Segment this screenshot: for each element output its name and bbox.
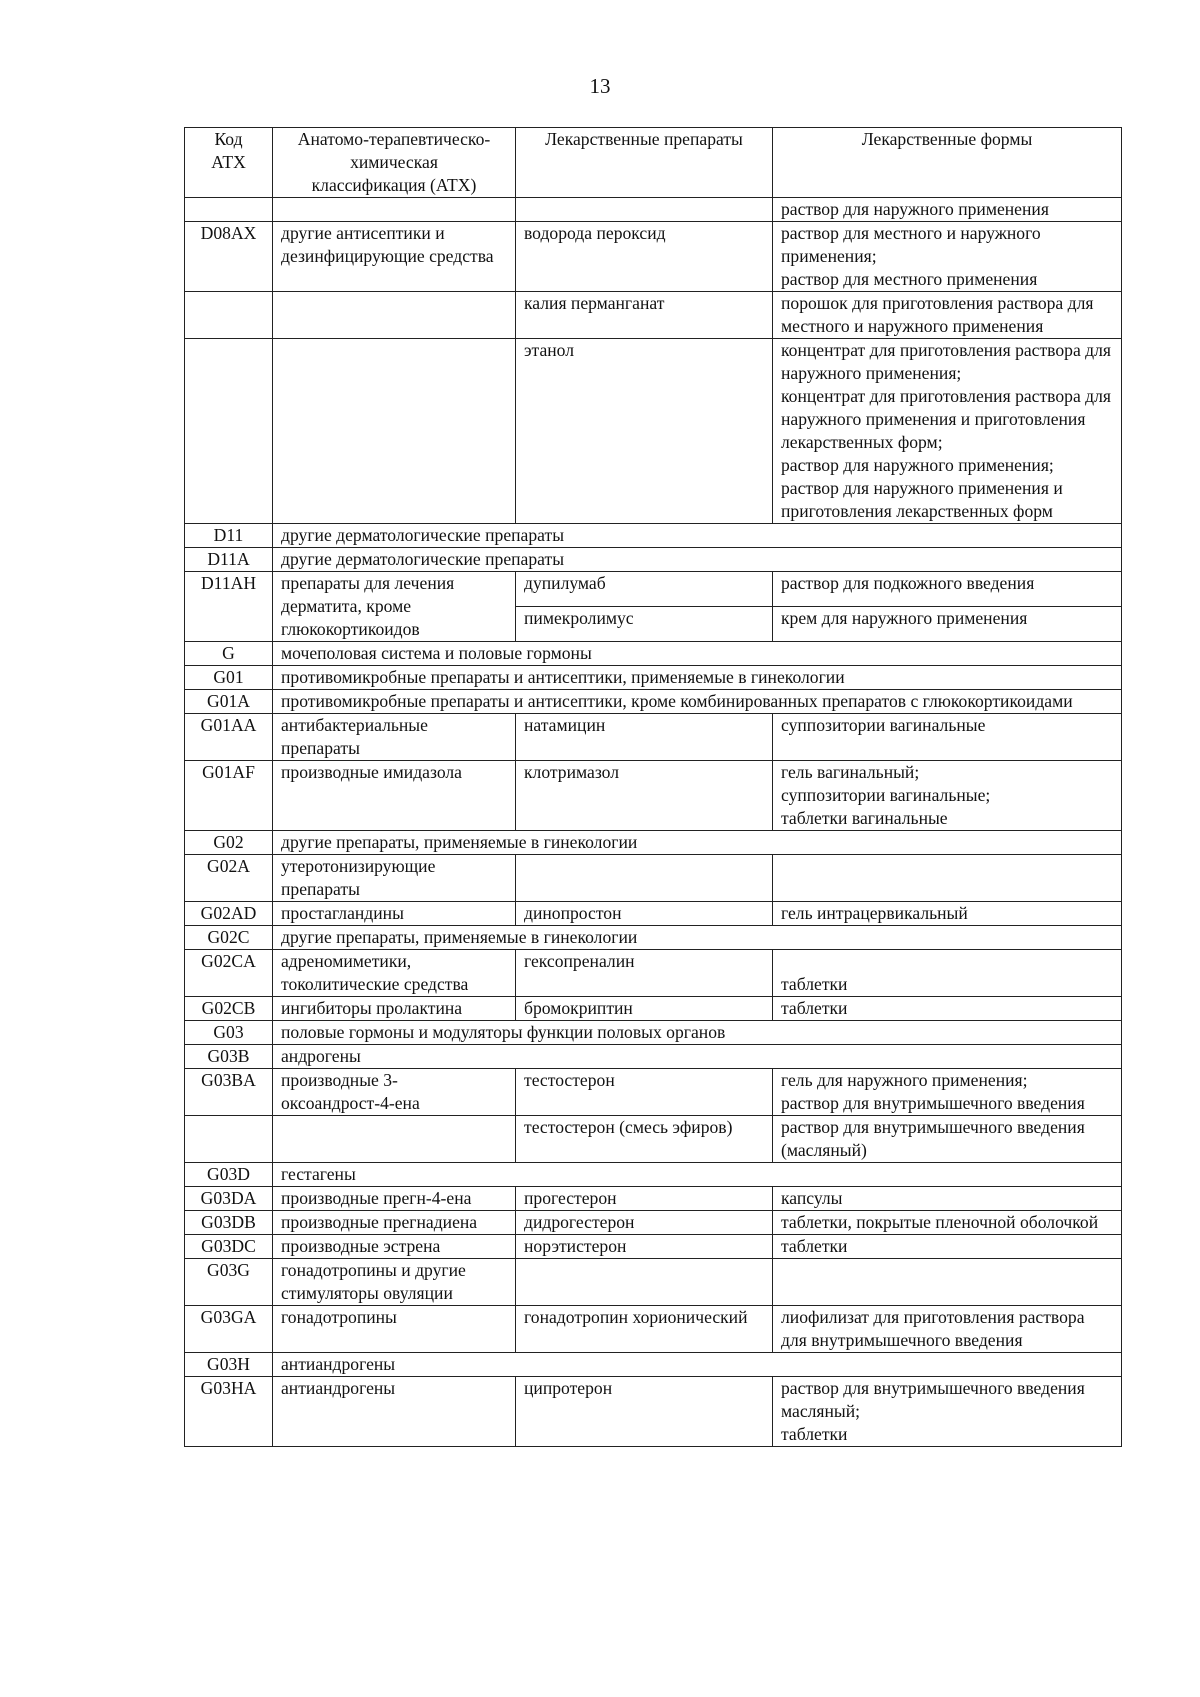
atx-group-cell: противомикробные препараты и антисептики, кроме комбинированных препаратов с глюкокортикоидами	[273, 690, 1122, 714]
header-atx-code: Код АТХ	[185, 128, 273, 198]
atx-classification-cell: производные прегн-4-ена	[273, 1187, 516, 1211]
dosage-form-cell: гель вагинальный; суппозитории вагинальные; таблетки вагинальные	[773, 761, 1122, 831]
table-row	[185, 831, 1122, 855]
atx-classification-cell: другие антисептики и дезинфицирующие средства	[273, 222, 516, 292]
atx-code-cell: G02C	[185, 926, 273, 950]
dosage-form-cell: таблетки	[773, 997, 1122, 1021]
dosage-form-cell: крем для наружного применения	[773, 607, 1122, 642]
table-row	[185, 1211, 1122, 1235]
drug-cell: гексопреналин	[516, 950, 773, 997]
atx-code-cell	[185, 339, 273, 524]
drug-cell: тестостерон (смесь эфиров)	[516, 1116, 773, 1163]
table-row	[185, 339, 1122, 524]
drug-cell: дидрогестерон	[516, 1211, 773, 1235]
atx-code-cell: D11AH	[185, 572, 273, 642]
atx-code-cell: G01AA	[185, 714, 273, 761]
atx-code-cell	[185, 1116, 273, 1163]
drug-cell	[516, 855, 773, 902]
atx-classification-cell: простагландины	[273, 902, 516, 926]
page-number: 13	[589, 74, 611, 98]
atx-code-cell: D08AX	[185, 222, 273, 292]
table-row	[185, 926, 1122, 950]
dosage-form-cell: гель интрацервикальный	[773, 902, 1122, 926]
dosage-form-cell: раствор для местного и наружного применения; раствор для местного применения	[773, 222, 1122, 292]
table-row	[185, 902, 1122, 926]
atx-code-cell: D11	[185, 524, 273, 548]
table-row	[185, 666, 1122, 690]
atx-group-cell: андрогены	[273, 1045, 1122, 1069]
atx-code-cell: G02CA	[185, 950, 273, 997]
atx-code-cell: G03DB	[185, 1211, 273, 1235]
table-row	[185, 524, 1122, 548]
dosage-form-cell: концентрат для приготовления раствора для наружного применения; концентрат для приготовления раствора для наружного применения и приготовления лекарственных форм; раствор для наружного применения; раствор для наружного применения и приготовления лекарственных форм	[773, 339, 1122, 524]
atx-group-cell: другие дерматологические препараты	[273, 524, 1122, 548]
drug-cell	[516, 198, 773, 222]
atx-classification-cell: препараты для лечения дерматита, кроме глюкокортикоидов	[273, 572, 516, 642]
atx-code-cell: G02CB	[185, 997, 273, 1021]
drug-cell: пимекролимус	[516, 607, 773, 642]
atx-code-cell: G01	[185, 666, 273, 690]
dosage-form-cell: таблетки	[773, 1235, 1122, 1259]
atx-code-cell: G03	[185, 1021, 273, 1045]
atx-classification-cell: гонадотропины	[273, 1306, 516, 1353]
atx-classification-cell	[273, 198, 516, 222]
atx-classification-cell	[273, 1116, 516, 1163]
atx-code-cell: G01AF	[185, 761, 273, 831]
drug-cell: ципротерон	[516, 1377, 773, 1447]
atx-code-cell: G03D	[185, 1163, 273, 1187]
header-drugs: Лекарственные препараты	[516, 128, 773, 198]
drug-cell: калия перманганат	[516, 292, 773, 339]
atx-code-cell: G03G	[185, 1259, 273, 1306]
atx-group-cell: гестагены	[273, 1163, 1122, 1187]
dosage-form-cell: раствор для подкожного введения	[773, 572, 1122, 607]
atx-code-cell: G03DC	[185, 1235, 273, 1259]
table-row	[185, 1235, 1122, 1259]
atx-code-cell: G01A	[185, 690, 273, 714]
atx-code-cell: G03HA	[185, 1377, 273, 1447]
atx-group-cell: другие дерматологические препараты	[273, 548, 1122, 572]
drug-cell: дупилумаб	[516, 572, 773, 607]
dosage-form-cell: раствор для внутримышечного введения (масляный)	[773, 1116, 1122, 1163]
drug-cell: водорода пероксид	[516, 222, 773, 292]
dosage-form-cell	[773, 855, 1122, 902]
table-row	[185, 690, 1122, 714]
atx-group-cell: другие препараты, применяемые в гинекологии	[273, 831, 1122, 855]
header-atx-classification: Анатомо-терапевтическо-химическая классификация (АТХ)	[273, 128, 516, 198]
atx-classification-cell: антиандрогены	[273, 1377, 516, 1447]
dosage-form-cell: раствор для наружного применения	[773, 198, 1122, 222]
dosage-form-cell: таблетки, покрытые пленочной оболочкой	[773, 1211, 1122, 1235]
atx-group-cell: половые гормоны и модуляторы функции половых органов	[273, 1021, 1122, 1045]
atx-classification-cell: ингибиторы пролактина	[273, 997, 516, 1021]
atx-classification-cell: утеротонизирующие препараты	[273, 855, 516, 902]
atx-group-cell: другие препараты, применяемые в гинекологии	[273, 926, 1122, 950]
atx-classification-cell: производные 3-оксоандрост-4-ена	[273, 1069, 516, 1116]
table-row	[185, 1163, 1122, 1187]
atx-classification-cell: производные прегнадиена	[273, 1211, 516, 1235]
table-row	[185, 548, 1122, 572]
table-row	[185, 855, 1122, 902]
drug-cell: клотримазол	[516, 761, 773, 831]
dosage-form-cell	[773, 1259, 1122, 1306]
table-row	[185, 1021, 1122, 1045]
table-row	[185, 714, 1122, 761]
table-row	[185, 1069, 1122, 1116]
atx-code-cell: G02	[185, 831, 273, 855]
dosage-form-cell: капсулы	[773, 1187, 1122, 1211]
drug-cell: натамицин	[516, 714, 773, 761]
table-row	[185, 1377, 1122, 1447]
atx-code-cell	[185, 292, 273, 339]
atx-classification-cell: адреномиметики, токолитические средства	[273, 950, 516, 997]
table-row	[185, 572, 1122, 607]
drug-cell: гонадотропин хорионический	[516, 1306, 773, 1353]
atx-code-cell: G03GA	[185, 1306, 273, 1353]
table-row	[185, 1116, 1122, 1163]
atx-code-cell: G02AD	[185, 902, 273, 926]
table-row	[185, 1045, 1122, 1069]
table-row	[185, 1259, 1122, 1306]
drug-cell: норэтистерон	[516, 1235, 773, 1259]
atx-classification-cell: производные эстрена	[273, 1235, 516, 1259]
atx-drug-table	[184, 127, 1122, 1447]
table-row	[185, 950, 1122, 997]
table-row	[185, 1187, 1122, 1211]
dosage-form-cell: суппозитории вагинальные	[773, 714, 1122, 761]
table-row	[185, 292, 1122, 339]
drug-cell: прогестерон	[516, 1187, 773, 1211]
atx-code-cell: G03DA	[185, 1187, 273, 1211]
dosage-form-cell: порошок для приготовления раствора для местного и наружного применения	[773, 292, 1122, 339]
atx-group-cell: антиандрогены	[273, 1353, 1122, 1377]
drug-cell: этанол	[516, 339, 773, 524]
atx-group-cell: мочеполовая система и половые гормоны	[273, 642, 1122, 666]
dosage-form-cell: раствор для внутримышечного введения масляный; таблетки	[773, 1377, 1122, 1447]
drug-cell: динопростон	[516, 902, 773, 926]
atx-classification-cell	[273, 292, 516, 339]
table-row	[185, 997, 1122, 1021]
header-dosage-forms: Лекарственные формы	[773, 128, 1122, 198]
table-body	[185, 198, 1122, 1447]
atx-code-cell: G03B	[185, 1045, 273, 1069]
atx-code-cell: G03BA	[185, 1069, 273, 1116]
drug-cell: бромокриптин	[516, 997, 773, 1021]
atx-code-cell	[185, 198, 273, 222]
drug-cell	[516, 1259, 773, 1306]
dosage-form-cell: таблетки	[773, 950, 1122, 997]
atx-code-cell: G	[185, 642, 273, 666]
atx-classification-cell: антибактериальные препараты	[273, 714, 516, 761]
atx-classification-cell: гонадотропины и другие стимуляторы овуляции	[273, 1259, 516, 1306]
table-row	[185, 1353, 1122, 1377]
atx-code-cell: G02A	[185, 855, 273, 902]
atx-classification-cell	[273, 339, 516, 524]
atx-code-cell: G03H	[185, 1353, 273, 1377]
table-row	[185, 222, 1122, 292]
table-row	[185, 198, 1122, 222]
table-row	[185, 642, 1122, 666]
atx-group-cell: противомикробные препараты и антисептики, применяемые в гинекологии	[273, 666, 1122, 690]
table-header-row	[185, 128, 1122, 198]
atx-code-cell: D11A	[185, 548, 273, 572]
dosage-form-cell: гель для наружного применения; раствор для внутримышечного введения	[773, 1069, 1122, 1116]
drug-cell: тестостерон	[516, 1069, 773, 1116]
table-row	[185, 1306, 1122, 1353]
dosage-form-cell: лиофилизат для приготовления раствора для внутримышечного введения	[773, 1306, 1122, 1353]
table-row	[185, 761, 1122, 831]
atx-classification-cell: производные имидазола	[273, 761, 516, 831]
